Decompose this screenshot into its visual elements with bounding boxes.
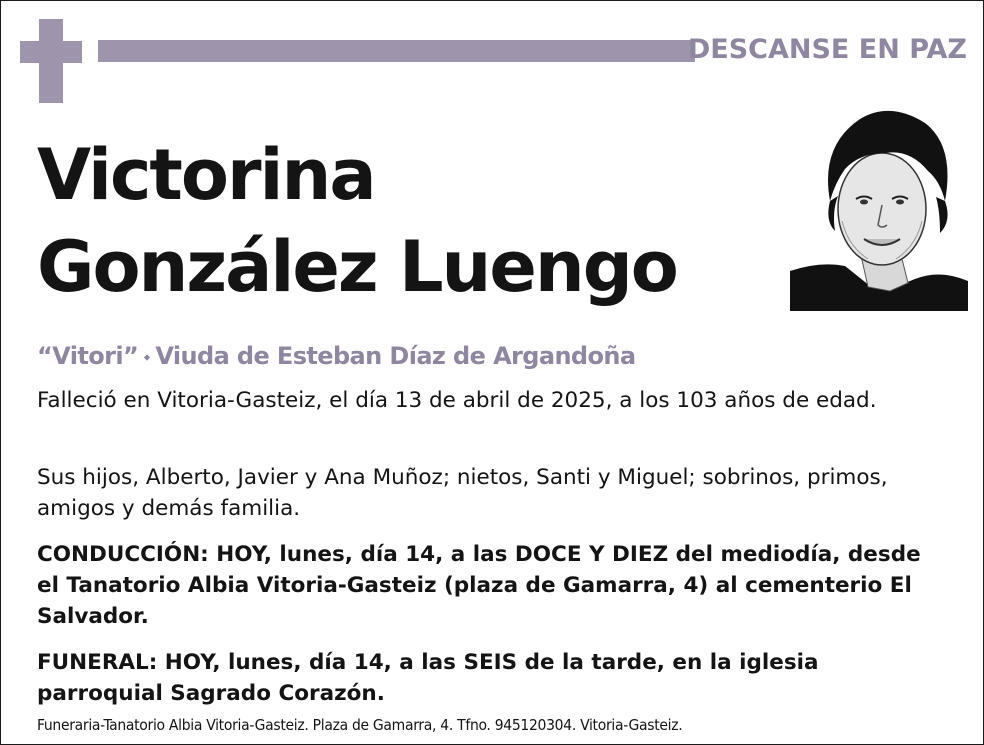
funeral-notice: FUNERAL: HOY, lunes, día 14, a las SEIS de la tarde, en la iglesia parroquial Sagrado Corazón.: [37, 650, 819, 706]
header-rule: [98, 40, 695, 62]
funeral-home-footer: Funeraria-Tanatorio Albia Vitoria-Gasteiz. Plaza de Gamarra, 4. Tfno. 945120304. Vitoria-Gasteiz.: [37, 716, 683, 734]
portrait-photo: [790, 101, 968, 311]
cross-icon: [20, 19, 82, 103]
surnames: González Luengo: [37, 226, 677, 308]
diamond-separator-icon: ⬩: [144, 347, 150, 366]
widow-of: Viuda de Esteban Díaz de Argandoña: [155, 342, 636, 370]
first-name: Victorina: [37, 134, 375, 216]
deceased-name: [37, 129, 677, 313]
death-notice: Falleció en Vitoria-Gasteiz, el día 13 de abril de 2025, a los 103 años de edad.: [37, 388, 877, 413]
rip-label: DESCANSE EN PAZ: [687, 34, 967, 65]
nickname: “Vitori”: [37, 342, 139, 370]
subtitle: [37, 339, 635, 374]
family-notice: Sus hijos, Alberto, Javier y Ana Muñoz; nietos, Santi y Miguel; sobrinos, primos, amigos y demás familia.: [37, 465, 888, 521]
conduccion-notice: CONDUCCIÓN: HOY, lunes, día 14, a las DOCE Y DIEZ del mediodía, desde el Tanatorio Albia Vitoria-Gasteiz (plaza de Gamarra, 4) al cementerio El Salvador.: [37, 542, 921, 629]
